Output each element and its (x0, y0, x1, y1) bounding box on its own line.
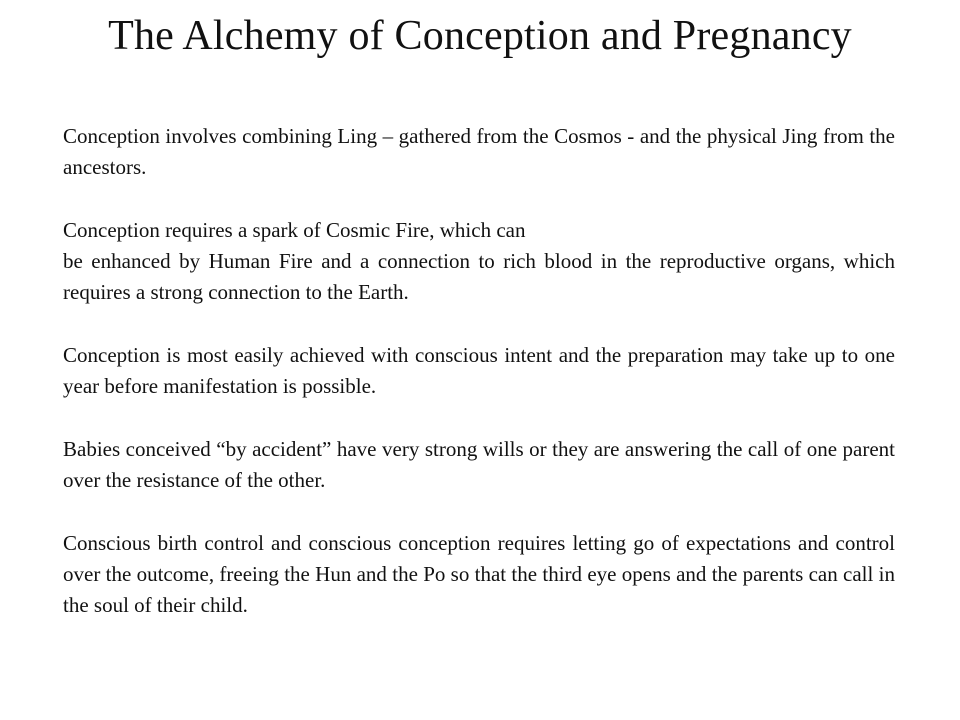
paragraph-cosmic-fire-line-1: Conception requires a spark of Cosmic Fire, which can (63, 218, 526, 242)
paragraph-conscious-intent: Conception is most easily achieved with conscious intent and the preparation may take up to one year before manifestation is possible. (63, 343, 895, 398)
paragraph-cosmic-fire-line-2: be enhanced by Human Fire and a connection to rich blood in the reproductive organs, which requires a strong connection to the Earth. (63, 249, 895, 304)
paragraph-birth-control: Conscious birth control and conscious conception requires letting go of expectations and control over the outcome, freeing the Hun and the Po so that the third eye opens and the parents can call in the soul of their child. (63, 531, 895, 617)
paragraph-cosmic-fire (63, 215, 895, 308)
paragraph-ling-jing: Conception involves combining Ling – gathered from the Cosmos - and the physical Jing from the ancestors. (63, 124, 895, 179)
slide-body (63, 121, 895, 653)
slide-title: The Alchemy of Conception and Pregnancy (108, 13, 852, 59)
paragraph-by-accident: Babies conceived “by accident” have very strong wills or they are answering the call of one parent over the resistance of the other. (63, 437, 895, 492)
